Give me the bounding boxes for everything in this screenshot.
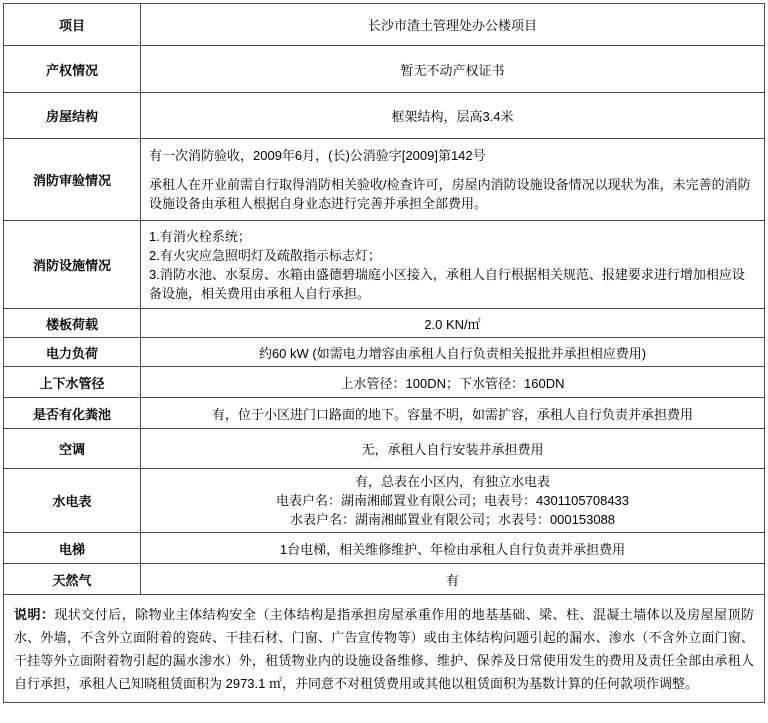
row-utility-meters [4,469,765,533]
label-septic-tank: 是否有化粪池 [4,398,141,429]
value-utility-meters [141,469,765,533]
row-building-structure [4,93,765,139]
label-water-pipe-diameter: 上下水管径 [4,367,141,398]
label-fire-facilities: 消防设施情况 [4,221,141,309]
utility-meters-line-1: 有，总表在小区内，有独立水电表 [354,474,550,489]
row-natural-gas [4,564,765,595]
fire-inspection-line-1: 有一次消防验收，2009年6月，(长)公消验字[2009]第142号 [149,148,486,163]
row-power-capacity [4,338,765,367]
utility-meters-line-2: 电表户名：湖南湘邮置业有限公司；电表号：4301105708433 [275,493,630,508]
row-floor-load [4,309,765,338]
label-project: 项目 [4,4,141,46]
label-natural-gas: 天然气 [4,564,141,595]
note-cell [4,595,765,703]
value-air-conditioning: 无，承租人自行安装并承担费用 [141,429,765,469]
fire-facilities-item-3: 3.消防水池、水泵房、水箱由盛德碧瑞庭小区接入，承租人自行根据相关规范、报建要求进行增加相应设备设施，相关费用由承租人自行承担。 [149,266,745,301]
utility-meters-line-3: 水表户名：湖南湘邮置业有限公司；水表号：000153088 [289,512,616,527]
row-septic-tank [4,398,765,429]
row-note [4,595,765,703]
value-power-capacity: 约60 kW (如需电力增容由承租人自行负责相关报批并承担相应费用) [141,338,765,367]
note-label: 说明： [14,607,55,622]
row-water-pipe-diameter [4,367,765,398]
value-natural-gas: 有 [141,564,765,595]
label-elevator: 电梯 [4,533,141,564]
fire-facilities-item-1: 1.有消火栓系统； [149,228,251,244]
fire-facilities-item-2: 2.有火灾应急照明灯及疏散指示标志灯； [149,247,381,263]
value-fire-facilities [141,221,765,309]
value-property-ownership: 暂无不动产权证书 [141,46,765,93]
label-power-capacity: 电力负荷 [4,338,141,367]
row-project [4,4,765,46]
value-septic-tank: 有，位于小区进门口路面的地下。容量不明，如需扩容，承租人自行负责并承担费用 [141,398,765,429]
property-info-table [3,3,765,703]
label-floor-load: 楼板荷载 [4,309,141,338]
fire-inspection-line-2: 承租人在开业前需自行取得消防相关验收/检查许可，房屋内消防设施设备情况以现状为准，未完善的消防设施设备由承租人根据自身业态进行完善并承担全部费用。 [149,177,751,211]
row-fire-facilities [4,221,765,309]
value-floor-load: 2.0 KN/㎡ [141,309,765,338]
value-water-pipe-diameter: 上水管径：100DN；下水管径：160DN [141,367,765,398]
value-fire-inspection [141,139,765,221]
value-project: 长沙市渣土管理处办公楼项目 [141,4,765,46]
row-elevator [4,533,765,564]
note-text: 现状交付后，除物业主体结构安全（主体结构是指承担房屋承重作用的地基基础、梁、柱、混凝土墙体以及房屋屋顶防水、外墙，不含外立面附着的瓷砖、干挂石材、门窗、广告宣传物等）或由主体结构问题引起的漏水、渗水（不含外立面门窗、干挂等外立面附着物引起的漏水渗水）外，租赁物业内的设施设备维修、维护、保养及日常使用发生的费用及责任全部由承租人自行承担，承租人已知晓租赁面积为 2973.1 ㎡，并同意不对租赁费用或其他以租赁面积为基数计算的任何款项作调整。 [14,607,754,691]
row-property-ownership [4,46,765,93]
value-elevator: 1台电梯，相关维修维护、年检由承租人自行负责并承担费用 [141,533,765,564]
label-fire-inspection: 消防审验情况 [4,139,141,221]
value-building-structure: 框架结构，层高3.4米 [141,93,765,139]
label-building-structure: 房屋结构 [4,93,141,139]
label-air-conditioning: 空调 [4,429,141,469]
row-air-conditioning [4,429,765,469]
label-property-ownership: 产权情况 [4,46,141,93]
row-fire-inspection [4,139,765,221]
label-utility-meters: 水电表 [4,469,141,533]
